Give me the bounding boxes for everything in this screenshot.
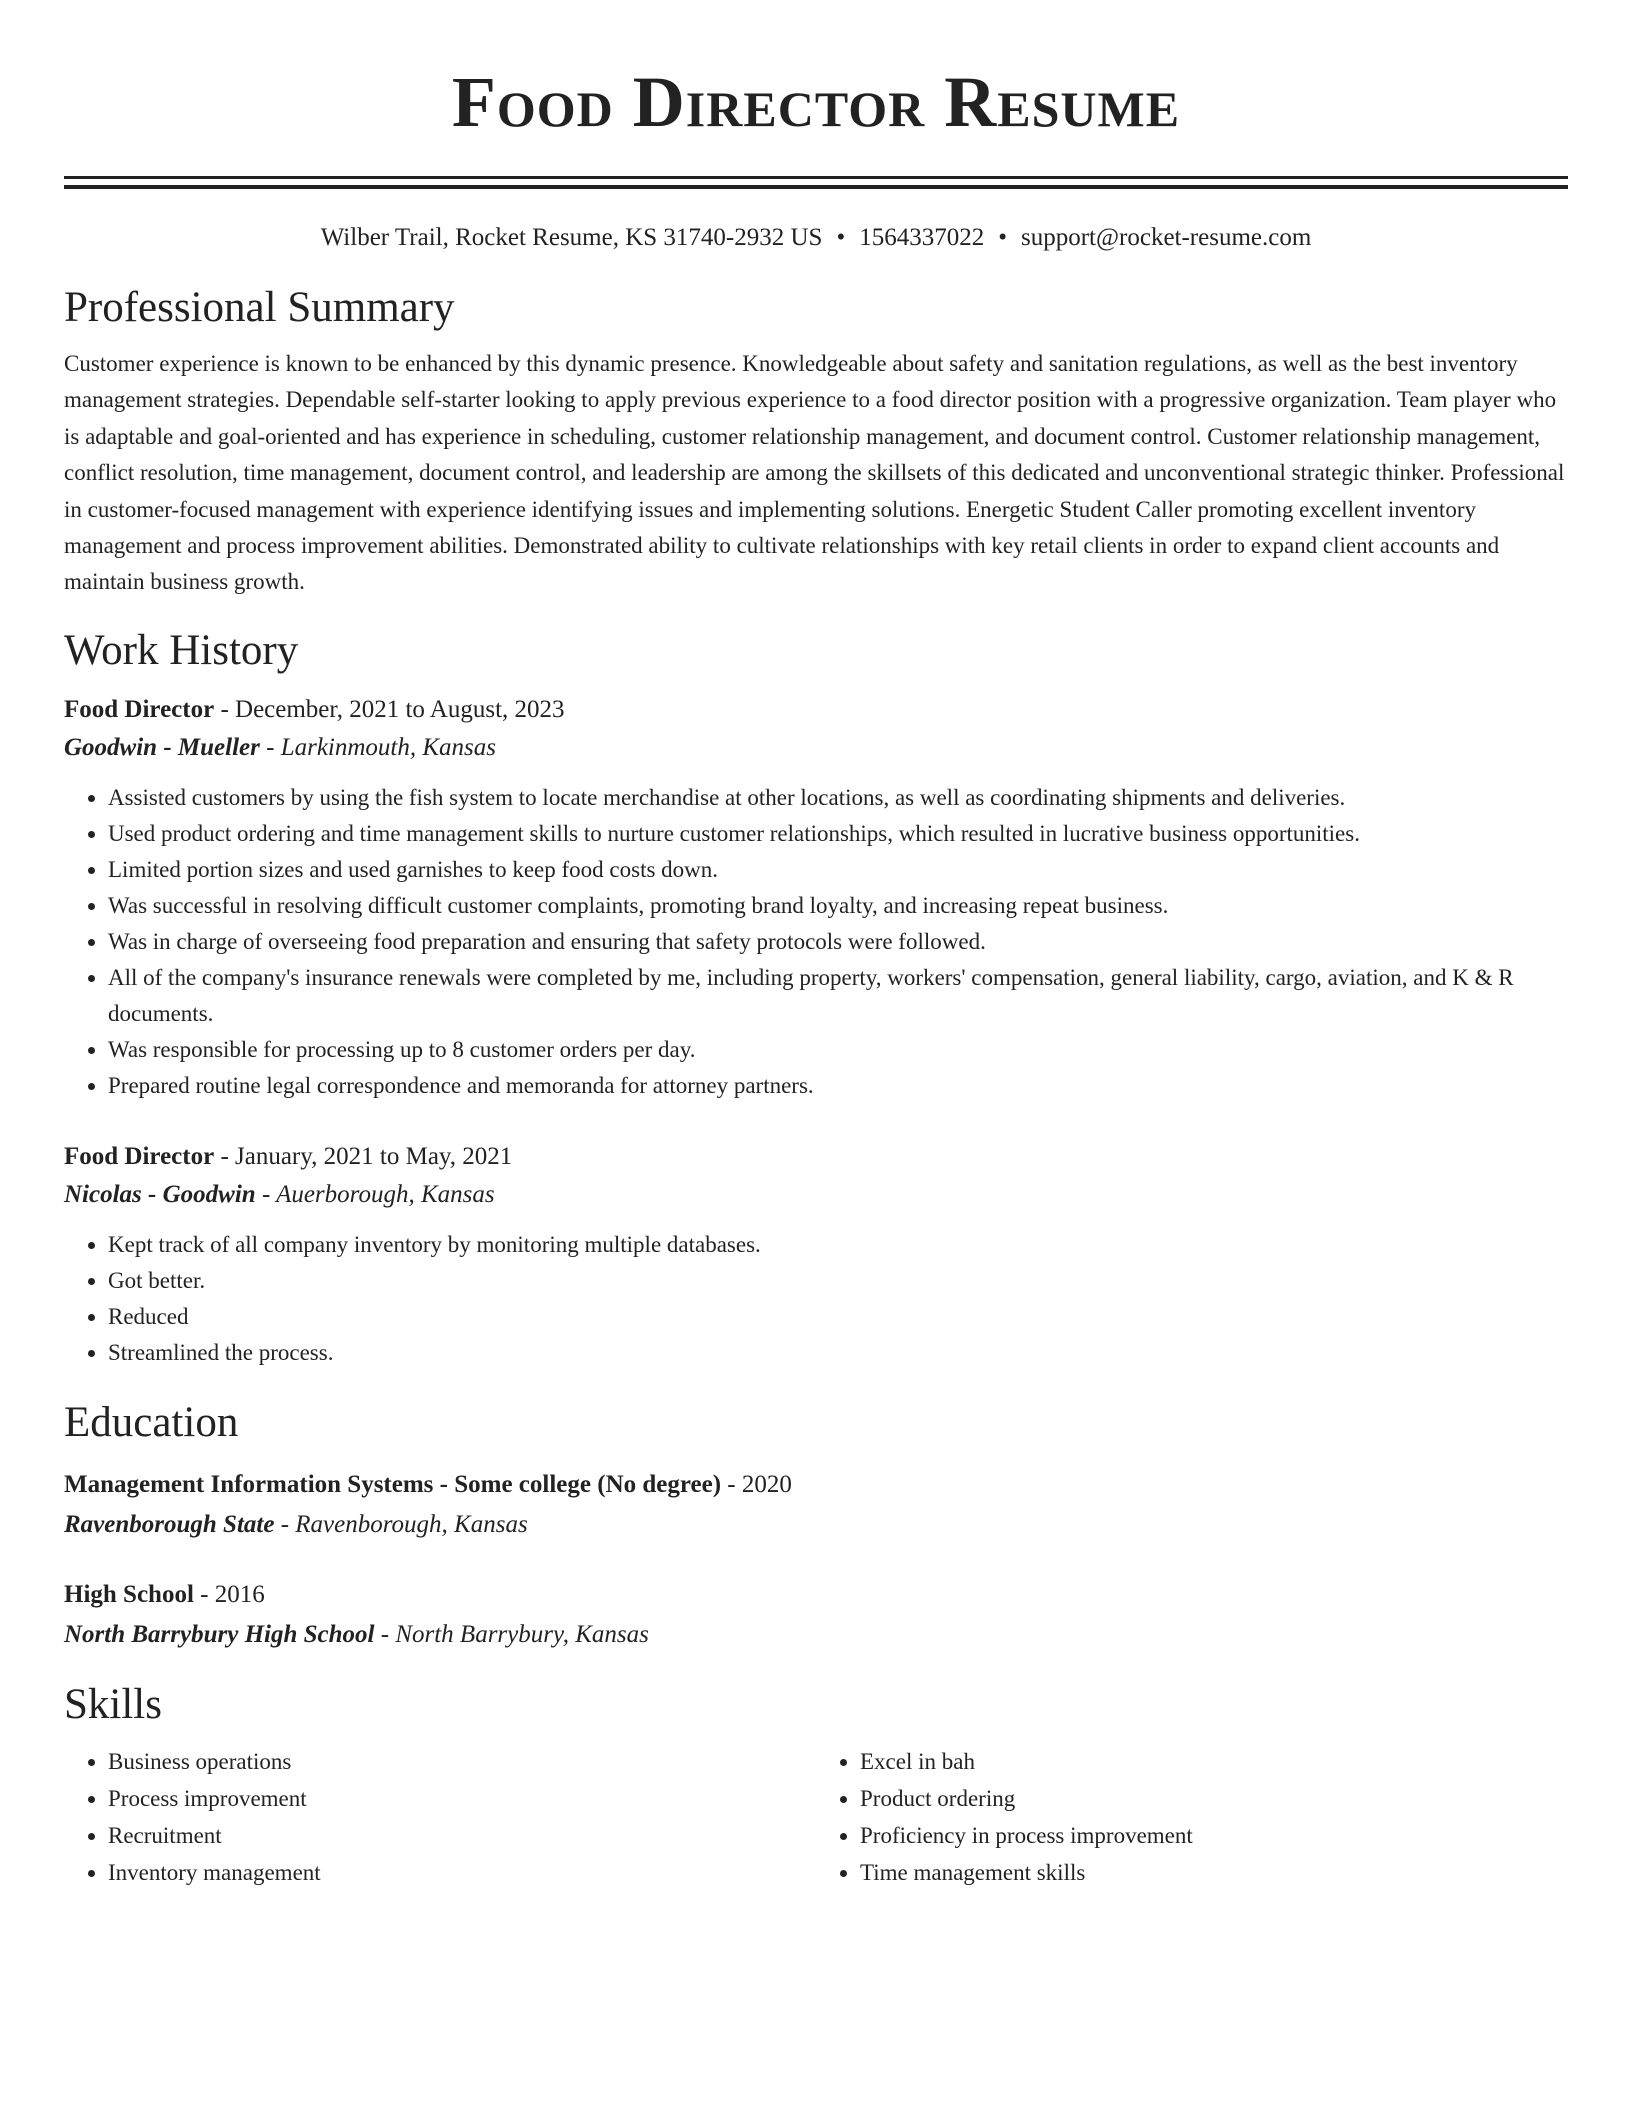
job-bullet: • Streamlined the process. bbox=[108, 1335, 1568, 1371]
education-heading: Education bbox=[64, 1398, 239, 1446]
job-title-line: Food Director - January, 2021 to May, 2021 bbox=[64, 1142, 513, 1170]
job-company: Nicolas - Goodwin bbox=[64, 1180, 256, 1208]
skill-item: • Inventory management bbox=[108, 1854, 816, 1891]
job-bullet: • All of the company's insurance renewals were completed by me, including property, workers' compensation, general liability, cargo, aviation, and K & R documents. bbox=[108, 960, 1568, 1032]
resume-title: Food Director Resume bbox=[451, 62, 1181, 142]
skill-item: • Recruitment bbox=[108, 1817, 816, 1854]
job-entry bbox=[64, 691, 1568, 1104]
skills-heading: Skills bbox=[64, 1680, 162, 1728]
education-school: Ravenborough State bbox=[64, 1510, 275, 1538]
work-history-heading: Work History bbox=[64, 626, 299, 674]
education-location: Ravenborough, Kansas bbox=[295, 1510, 528, 1538]
education-entry bbox=[64, 1465, 1568, 1545]
contact-phone: 1564337022 bbox=[859, 224, 985, 251]
title-divider-top bbox=[64, 176, 1568, 179]
skills-columns bbox=[64, 1743, 1568, 1891]
summary-text: Customer experience is known to be enhanced by this dynamic presence. Knowledgeable about safety and sanitation regulations, as well as the best inventory management strategies. Dependable self-starter looking to apply previous experience to a food director position with a progressive organization. Team player who is adaptable and goal-oriented and has experience in scheduling, customer relationship management, and document control. Customer relationship management, conflict resolution, time management, document control, and leadership are among the skillsets of this dedicated and unconventional strategic thinker. Professional in customer-focused management with experience identifying issues and implementing solutions. Energetic Student Caller promoting excellent inventory management and process improvement abilities. Demonstrated ability to cultivate relationships with key retail clients in order to expand client accounts and maintain business growth. bbox=[64, 351, 1565, 595]
job-bullet: • Used product ordering and time management skills to nurture customer relationships, which resulted in lucrative business opportunities. bbox=[108, 816, 1568, 852]
summary-heading: Professional Summary bbox=[64, 284, 455, 331]
job-dates: January, 2021 to May, 2021 bbox=[235, 1142, 513, 1170]
job-location: Larkinmouth, Kansas bbox=[280, 733, 496, 761]
contact-email: support@rocket-resume.com bbox=[1021, 224, 1312, 251]
job-bullet: • Assisted customers by using the fish system to locate merchandise at other locations, as well as coordinating shipments and deliveries. bbox=[108, 780, 1568, 816]
education-location: North Barrybury, Kansas bbox=[395, 1620, 649, 1648]
contact-line bbox=[64, 222, 1568, 254]
skill-item: • Business operations bbox=[108, 1743, 816, 1780]
job-bullet: • Limited portion sizes and used garnishes to keep food costs down. bbox=[108, 852, 1568, 888]
job-dates: December, 2021 to August, 2023 bbox=[235, 695, 565, 723]
job-bullet: • Was in charge of overseeing food preparation and ensuring that safety protocols were followed. bbox=[108, 924, 1568, 960]
skill-item: • Product ordering bbox=[860, 1780, 1568, 1817]
job-company-line: Goodwin - Mueller - Larkinmouth, Kansas bbox=[64, 733, 496, 761]
skill-item: • Proficiency in process improvement bbox=[860, 1817, 1568, 1854]
education-degree: High School bbox=[64, 1580, 194, 1608]
job-location: Auerborough, Kansas bbox=[276, 1180, 495, 1208]
education-entry bbox=[64, 1575, 1568, 1655]
education-degree: Management Information Systems - Some college (No degree) bbox=[64, 1470, 722, 1498]
education-degree-line: High School - 2016 bbox=[64, 1580, 265, 1608]
job-company: Goodwin - Mueller bbox=[64, 733, 260, 761]
education-year: 2016 bbox=[214, 1580, 265, 1608]
job-bullet: • Prepared routine legal correspondence and memoranda for attorney partners. bbox=[108, 1068, 1568, 1104]
contact-separator: • bbox=[836, 224, 846, 251]
job-entry bbox=[64, 1138, 1568, 1371]
job-bullet: • Was responsible for processing up to 8 customer orders per day. bbox=[108, 1032, 1568, 1068]
title-divider-bottom bbox=[64, 185, 1568, 189]
job-title: Food Director bbox=[64, 695, 215, 723]
education-school-line: Ravenborough State - Ravenborough, Kansas bbox=[64, 1510, 528, 1538]
education-year: 2020 bbox=[741, 1470, 792, 1498]
contact-separator: • bbox=[998, 224, 1007, 251]
contact-address: Wilber Trail, Rocket Resume, KS 31740-2932 US bbox=[320, 224, 823, 251]
job-title: Food Director bbox=[64, 1142, 215, 1170]
job-bullet: • Got better. bbox=[108, 1263, 1568, 1299]
job-bullet: • Kept track of all company inventory by monitoring multiple databases. bbox=[108, 1227, 1568, 1263]
skill-item: • Process improvement bbox=[108, 1780, 816, 1817]
skills-list-left bbox=[64, 1743, 816, 1891]
job-bullets bbox=[64, 1227, 1568, 1371]
education-school-line: North Barrybury High School - North Barrybury, Kansas bbox=[64, 1620, 649, 1648]
skill-item: • Excel in bah bbox=[860, 1743, 1568, 1780]
job-title-line: Food Director - December, 2021 to August, 2023 bbox=[64, 695, 565, 723]
job-bullet: • Was successful in resolving difficult customer complaints, promoting brand loyalty, and increasing repeat business. bbox=[108, 888, 1568, 924]
job-bullet: • Reduced bbox=[108, 1299, 1568, 1335]
education-degree-line: Management Information Systems - Some college (No degree) - 2020 bbox=[64, 1470, 792, 1498]
education-school: North Barrybury High School bbox=[64, 1620, 375, 1648]
job-company-line: Nicolas - Goodwin - Auerborough, Kansas bbox=[64, 1180, 495, 1208]
skill-item: • Time management skills bbox=[860, 1854, 1568, 1891]
job-bullets bbox=[64, 780, 1568, 1104]
skills-list-right bbox=[816, 1743, 1568, 1891]
